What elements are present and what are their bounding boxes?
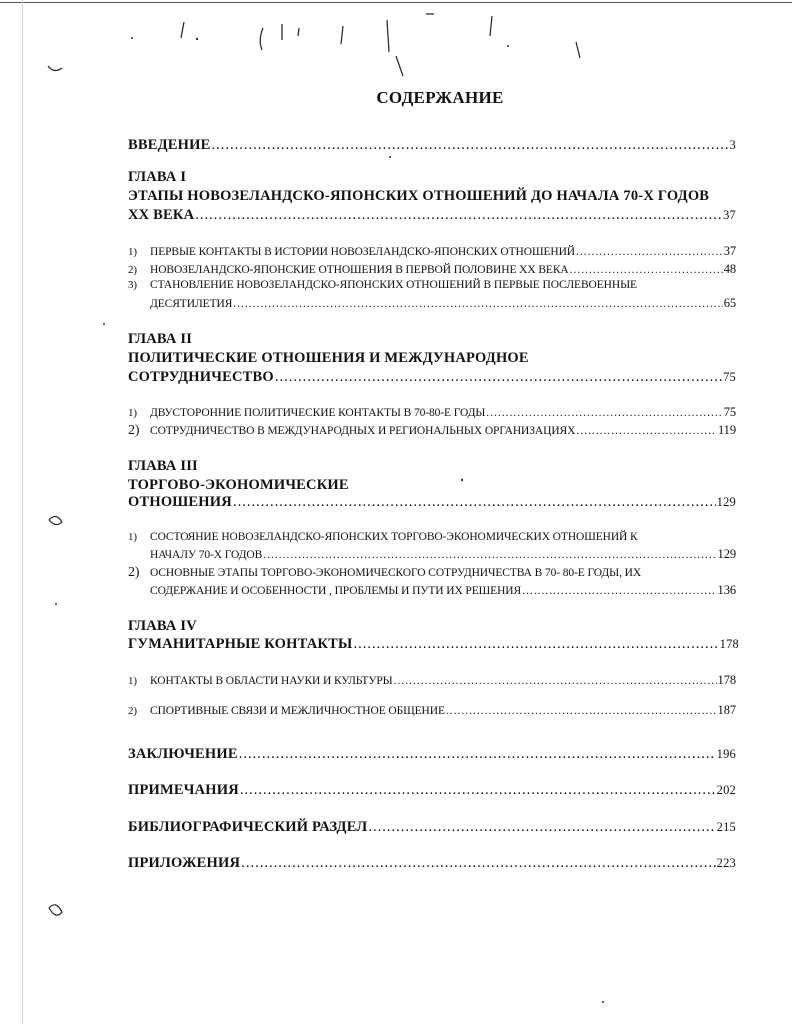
toc-section-1-1 [128, 242, 736, 260]
chapter-1-heading: ГЛАВА I [128, 169, 187, 185]
section-title: СПОРТИВНЫЕ СВЯЗИ И МЕЖЛИЧНОСТНОЕ ОБЩЕНИЕ [150, 705, 445, 717]
toc-section-2-1 [128, 403, 736, 421]
section-title: НОВОЗЕЛАНДСКО-ЯПОНСКИЕ ОТНОШЕНИЯ В ПЕРВОЙ ПОЛОВИНЕ XX ВЕКА [150, 264, 569, 276]
page-number: 3 [729, 138, 736, 152]
section-number: 1) [128, 246, 137, 258]
dot-leader [241, 854, 715, 872]
section-title: СОДЕРЖАНИЕ И ОСОБЕННОСТИ , ПРОБЛЕМЫ И ПУТИ ИХ РЕШЕНИЯ [150, 585, 522, 597]
page-number: 48 [723, 262, 736, 276]
page-number: 223 [716, 856, 736, 870]
dot-leader [240, 781, 716, 799]
dot-leader [233, 493, 716, 511]
chapter-2-heading: ГЛАВА II [128, 331, 193, 347]
chapter-2-title-entry [128, 368, 736, 386]
scan-speck [602, 1001, 604, 1003]
scan-speck [507, 45, 509, 47]
section-title: СОТРУДНИЧЕСТВО В МЕЖДУНАРОДНЫХ И РЕГИОНАЛЬНЫХ ОРГАНИЗАЦИЯХ [150, 425, 576, 437]
chapter-4-title-line: ГУМАНИТАРНЫЕ КОНТАКТЫ [128, 636, 353, 652]
dot-leader [353, 635, 718, 653]
scan-speck [196, 38, 198, 40]
section-title: СОСТОЯНИЕ НОВОЗЕЛАНДСКО-ЯПОНСКИХ ТОРГОВО-ЭКОНОМИЧЕСКИХ ОТНОШЕНИЙ К [150, 531, 638, 543]
toc-section-1-3-line-2 [128, 294, 736, 312]
page-number: 215 [716, 820, 736, 834]
section-number: 2) [128, 565, 140, 580]
dot-leader [195, 206, 722, 224]
dot-leader [394, 672, 717, 690]
page-number: 65 [723, 296, 736, 310]
toc-section-4-2 [128, 701, 736, 719]
toc-entry-appendices [128, 854, 736, 872]
section-number: 2) [128, 264, 137, 276]
chapter-2-title-line: ПОЛИТИЧЕСКИЕ ОТНОШЕНИЯ И МЕЖДУНАРОДНОЕ [128, 350, 529, 366]
page-number: 136 [717, 583, 736, 597]
toc-entry-notes [128, 781, 736, 799]
section-number: 1) [128, 675, 137, 687]
page-title: СОДЕРЖАНИЕ [376, 88, 504, 107]
dot-leader [239, 745, 716, 763]
chapter-3-title-line: ОТНОШЕНИЯ [128, 494, 232, 510]
page-number: 129 [717, 547, 736, 561]
chapter-1-title-line: XX ВЕКА [128, 207, 195, 223]
toc-entry-conclusion [128, 745, 736, 763]
section-title: ДВУСТОРОННИЕ ПОЛИТИЧЕСКИЕ КОНТАКТЫ В 70-80-Е ГОДЫ [150, 407, 486, 419]
scan-speck [131, 37, 133, 39]
page-number: 129 [716, 495, 736, 509]
scan-speck [461, 479, 463, 481]
toc-entry-label: ПРИМЕЧАНИЯ [128, 782, 239, 798]
dot-leader [368, 818, 715, 836]
section-title: ПЕРВЫЕ КОНТАКТЫ В ИСТОРИИ НОВОЗЕЛАНДСКО-ЯПОНСКИХ ОТНОШЕНИЙ [150, 246, 576, 258]
page-number: 202 [716, 783, 736, 797]
section-title: ОСНОВНЫЕ ЭТАПЫ ТОРГОВО-ЭКОНОМИЧЕСКОГО СОТРУДНИЧЕСТВА В 70- 80-Е ГОДЫ, ИХ [150, 567, 642, 579]
page-number: 178 [717, 673, 736, 687]
chapter-3-title-line: ТОРГОВО-ЭКОНОМИЧЕСКИЕ [128, 477, 349, 493]
dot-leader [446, 702, 717, 720]
scan-mark [387, 20, 389, 52]
section-number: 1) [128, 531, 137, 543]
scan-speck [103, 323, 105, 325]
dot-leader [212, 136, 729, 154]
dot-leader [576, 243, 723, 261]
scan-speck [389, 156, 391, 158]
section-title: ДЕСЯТИЛЕТИЯ [150, 298, 233, 310]
chapter-1-title-entry [128, 206, 736, 224]
toc-entry-introduction [128, 136, 736, 154]
scan-speck [55, 603, 57, 605]
section-number: 3) [128, 279, 137, 291]
dot-leader [576, 422, 717, 440]
dot-leader [275, 368, 722, 386]
scan-mark [341, 26, 343, 44]
chapter-2-title-line: СОТРУДНИЧЕСТВО [128, 369, 274, 385]
chapter-3-title-entry [128, 493, 736, 511]
toc-section-3-2-line-2 [128, 581, 736, 599]
scan-mark [576, 42, 580, 58]
scan-mark [396, 56, 403, 76]
chapter-1-title-line: ЭТАПЫ НОВОЗЕЛАНДСКО-ЯПОНСКИХ ОТНОШЕНИЙ ДО НАЧАЛА 70-Х ГОДОВ [128, 188, 710, 204]
section-number: 2) [128, 705, 137, 717]
chapter-3-heading: ГЛАВА III [128, 458, 198, 474]
toc-entry-label: БИБЛИОГРАФИЧЕСКИЙ РАЗДЕЛ [128, 819, 368, 835]
section-title: СТАНОВЛЕНИЕ НОВОЗЕЛАНДСКО-ЯПОНСКИХ ОТНОШЕНИЙ В ПЕРВЫЕ ПОСЛЕВОЕННЫЕ [150, 279, 637, 291]
toc-section-3-1-line-2 [128, 545, 736, 563]
scan-mark [490, 16, 492, 36]
section-number: 2) [128, 423, 140, 438]
page-number: 119 [718, 423, 736, 437]
toc-entry-bibliography [128, 818, 736, 836]
dot-leader [233, 295, 722, 313]
toc-section-3-2-line-1 [128, 564, 641, 582]
dot-leader [263, 546, 716, 564]
toc-entry-label: ЗАКЛЮЧЕНИЕ [128, 746, 238, 762]
chapter-4-title-entry [128, 635, 739, 653]
scan-mark [181, 22, 184, 38]
toc-section-4-1 [128, 671, 736, 689]
toc-section-3-1-line-1 [128, 528, 638, 546]
dot-leader [486, 404, 722, 422]
page-number: 187 [717, 703, 736, 717]
toc-section-2-2 [128, 421, 736, 439]
section-title: КОНТАКТЫ В ОБЛАСТИ НАУКИ И КУЛЬТУРЫ [150, 675, 393, 687]
scan-mark [49, 905, 62, 915]
section-number: 1) [128, 407, 137, 419]
page-number: 178 [719, 637, 739, 651]
page-number: 37 [723, 208, 736, 222]
scan-mark [298, 28, 299, 36]
page-number: 196 [716, 747, 736, 761]
scan-mark [260, 28, 263, 50]
dot-leader [522, 582, 716, 600]
section-title: НАЧАЛУ 70-Х ГОДОВ [150, 549, 263, 561]
toc-entry-label: ВВЕДЕНИЕ [128, 137, 211, 153]
scan-mark [48, 66, 62, 71]
toc-section-1-3-line-1 [128, 276, 637, 294]
page-number: 75 [723, 370, 736, 384]
toc-entry-label: ПРИЛОЖЕНИЯ [128, 855, 241, 871]
chapter-4-heading: ГЛАВА IV [128, 618, 197, 634]
scan-mark [49, 516, 62, 524]
page-number: 75 [723, 405, 736, 419]
page-number: 37 [723, 244, 736, 258]
